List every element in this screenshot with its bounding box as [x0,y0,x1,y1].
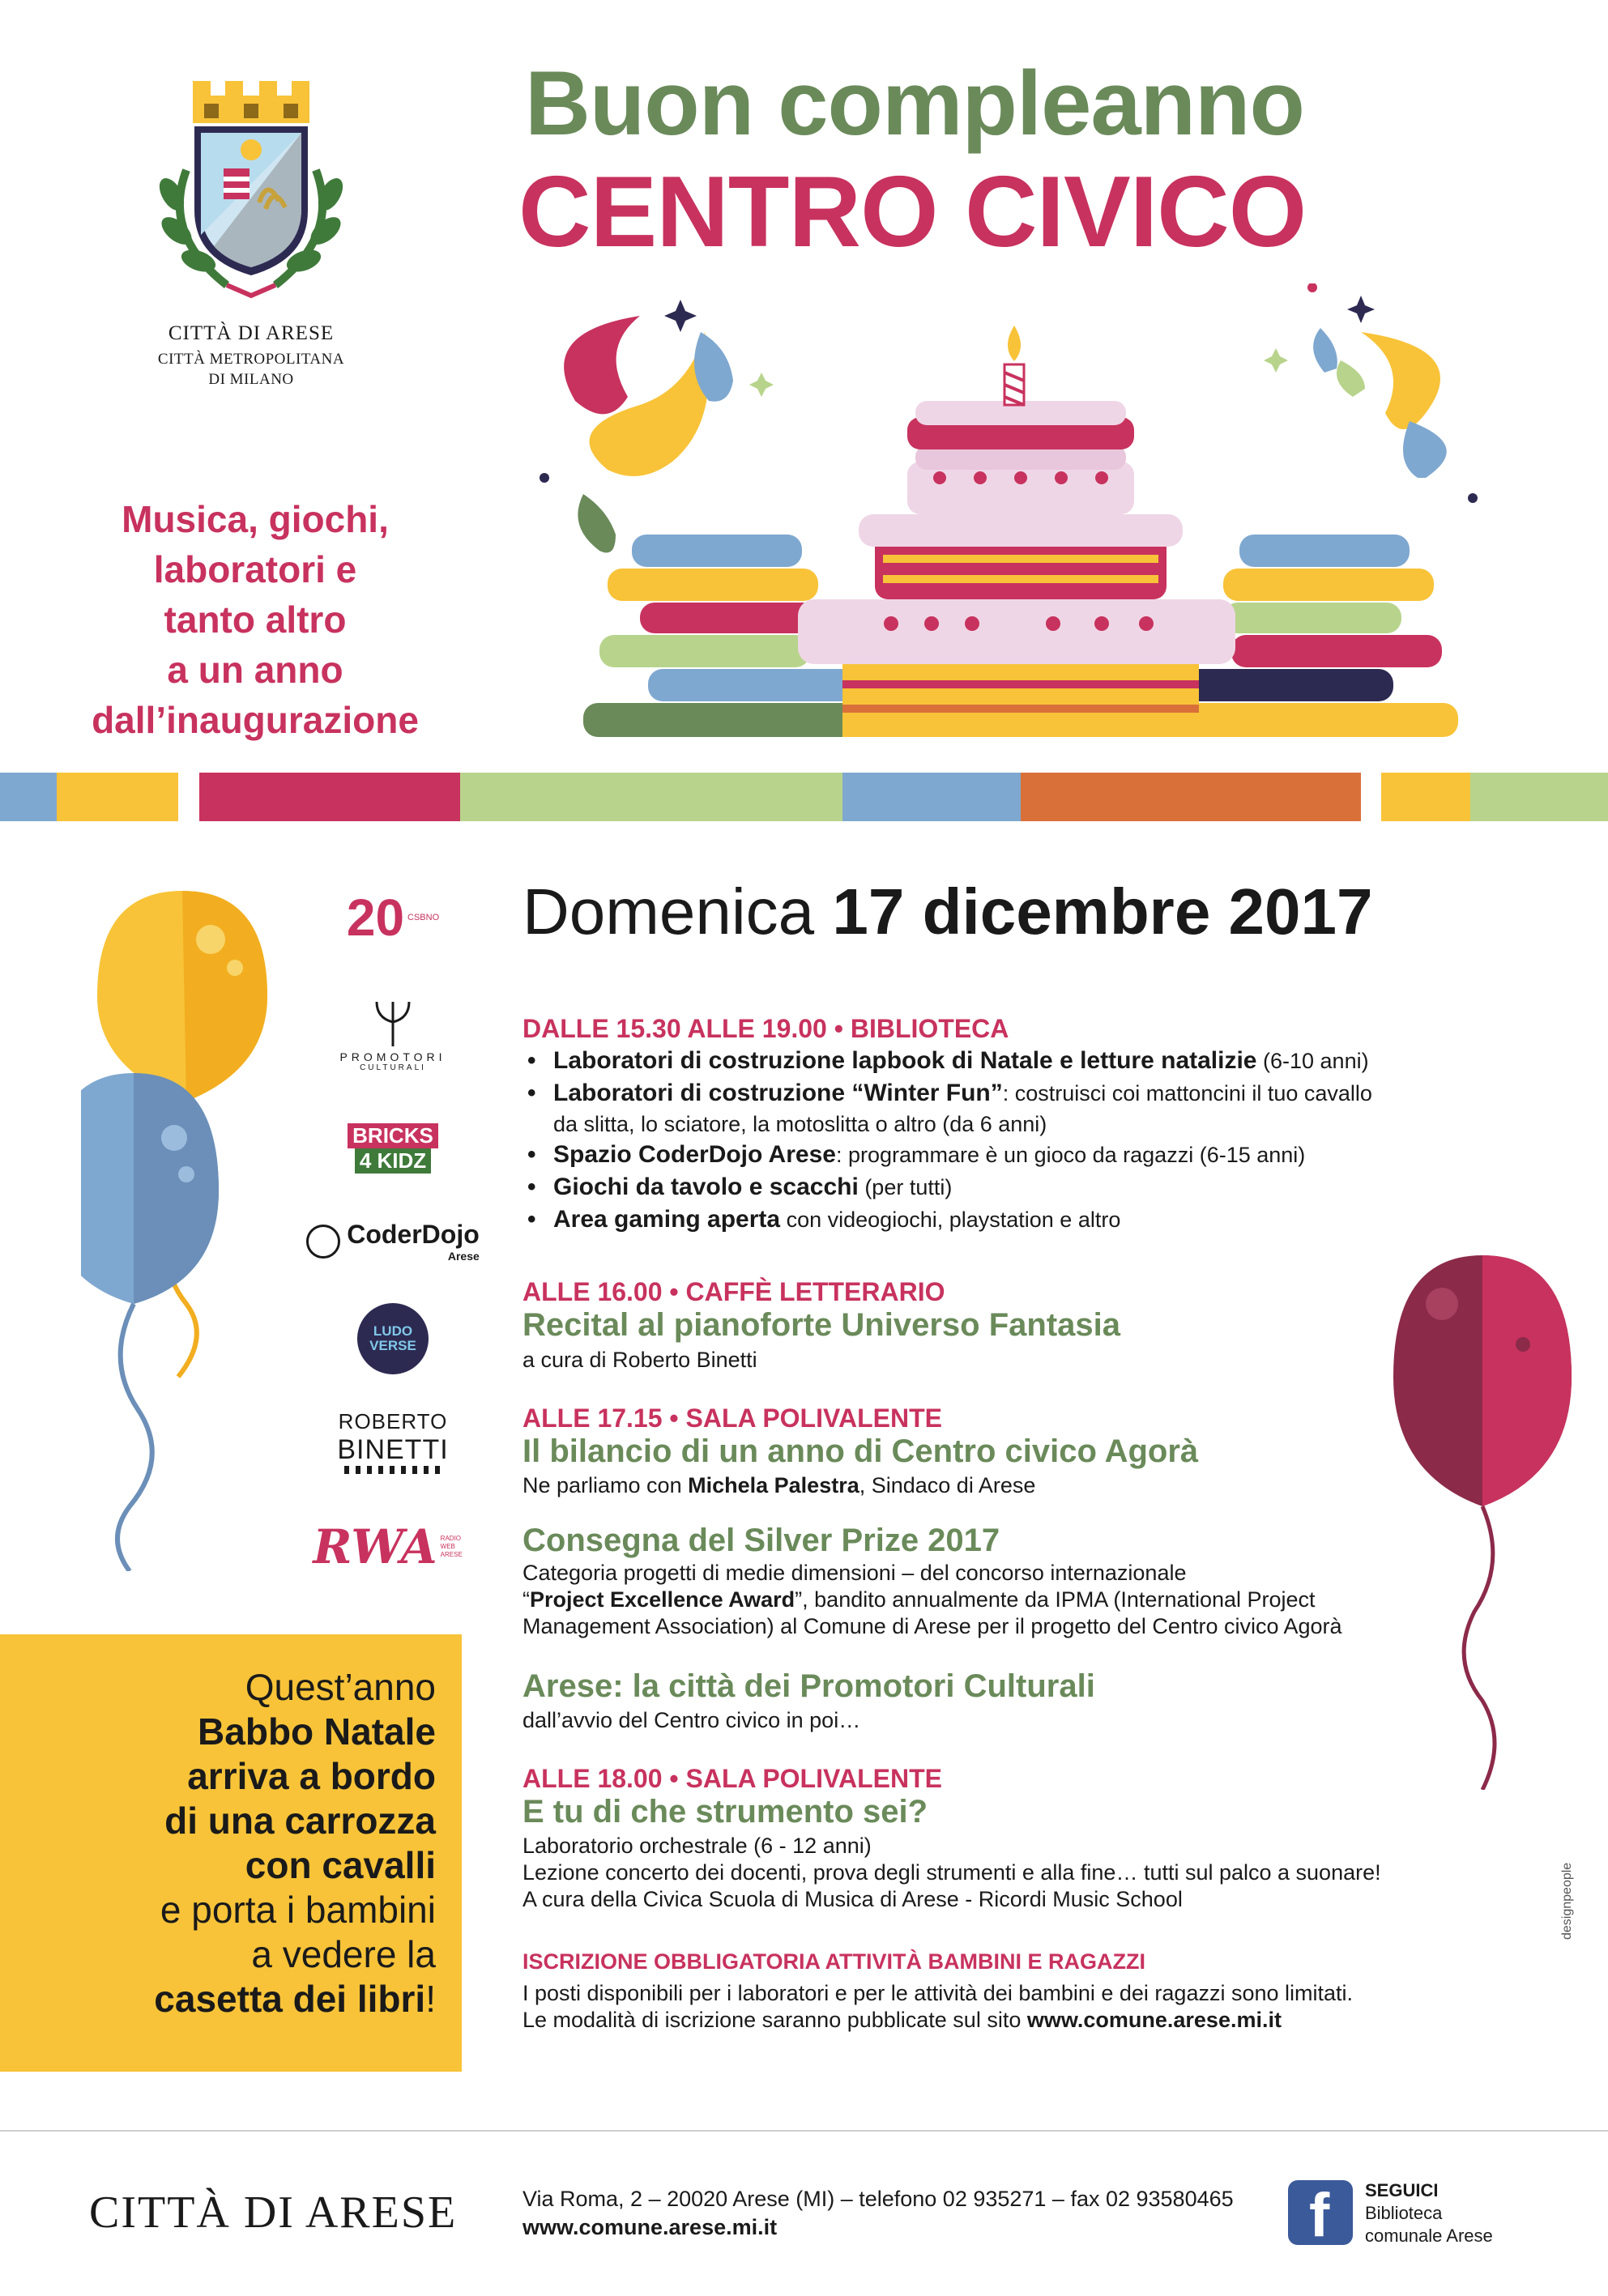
book-shape [640,603,818,633]
title-line1: Buon compleanno [525,53,1304,154]
section-text: Laboratorio orchestrale (6 - 12 anni) [522,1834,872,1858]
book-shape [1239,535,1410,567]
santa-line: casetta dei libri! [154,1978,436,2020]
balloon-yellow-shade [182,891,267,1101]
section-title-recital: Recital al pianoforte Universo Fantasia [522,1307,1120,1343]
cake-berry [974,471,987,484]
santa-line: con cavalli [245,1844,436,1886]
section-title-promotori: Arese: la città dei Promotori Culturali [522,1668,1095,1704]
sparkle-dot [1307,283,1317,292]
footer-divider [0,2130,1608,2132]
cake-layer [883,575,1158,583]
event-date: Domenica 17 dicembre 2017 [522,875,1373,948]
subtitle-line: tanto altro [164,598,347,641]
city-name: CITTÀ DI ARESE [168,322,335,344]
sparkle-shape [664,300,697,332]
title-line2: CENTRO CIVICO [518,156,1307,268]
cake-berry [965,616,979,631]
cake-berry [1095,471,1108,484]
list-item: • Spazio CoderDojo Arese: programmare è un gioco da ragazzi (6-15 anni) [522,1139,1495,1171]
cake-layer [842,680,1199,688]
splash-shape [564,316,640,414]
list-item: • Area gaming aperta con videogiochi, playstation e altro [522,1203,1495,1236]
balloon-shine [1516,1337,1530,1352]
santa-line: Babbo Natale [198,1710,436,1753]
sparkle-shape [749,373,774,397]
cake-berry [1139,616,1154,631]
santa-line: Quest’anno [245,1666,436,1708]
promotori-tree-icon [332,978,454,1050]
book-shape [1175,703,1458,737]
sparkle-dot [1468,493,1478,503]
section-text: A cura della Civica Scuola di Musica di Arese - Ricordi Music School [522,1887,1183,1911]
book-shape [1183,669,1393,701]
section-text: a cura di Roberto Binetti [522,1348,757,1372]
balloon-shine [178,1166,194,1182]
santa-line: arriva a bordo [187,1755,436,1797]
section-head-biblioteca: DALLE 15.30 ALLE 19.00 • BIBLIOTECA [522,1014,1009,1043]
section-text: Ne parliamo con Michela Palestra, Sindaco di Arese [522,1473,1036,1497]
footer-address: Via Roma, 2 – 20020 Arese (MI) – telefono 02 935271 – fax 02 93580465 [522,2187,1234,2211]
cake-berry [1046,616,1060,631]
cake-berry [1094,616,1109,631]
book-shape [1223,603,1401,633]
list-item: • Giochi da tavolo e scacchi (per tutti) [522,1171,1495,1203]
section-head-caffe: ALLE 16.00 • CAFFÈ LETTERARIO [522,1277,945,1306]
partner-logos [300,879,486,1591]
balloon-right [1385,1247,1580,1790]
subtitle-line: dall’inaugurazione [92,699,419,741]
logo-promotori-culturali: PROMOTORI CULTURALI [300,972,486,1077]
facebook-page-name: Biblioteca [1365,2203,1443,2223]
santa-line: a vedere la [251,1933,436,1975]
splash-shape [1361,332,1440,429]
facebook-page-name2: comunale Arese [1365,2226,1493,2246]
book-shape [608,569,818,601]
follow-label: SEGUICI [1365,2180,1439,2200]
cake-berry [924,616,939,631]
logo-coderdojo: CoderDojo Arese [300,1207,486,1276]
section-text: Categoria progetti di medie dimensioni – del concorso internazionale [522,1561,1187,1585]
subtitle-line: a un anno [167,649,343,691]
sparkle-dot [540,473,549,483]
book-shape [599,635,810,667]
candle-flame [1008,326,1021,361]
list-item: • Laboratori di costruzione “Winter Fun”: costruisci coi mattoncini il tuo cavallo da slitta, lo sciatore, la motoslitta o altro (da 6 anni) [522,1077,1495,1139]
section-text: “Project Excellence Award”, bandito annualmente da IPMA (International Project [522,1587,1316,1612]
splash-shape [1313,328,1337,373]
section-title-silver-prize: Consegna del Silver Prize 2017 [522,1523,1000,1558]
registration-text: Le modalità di iscrizione saranno pubblicate sul sito www.comune.arese.mi.it [522,2008,1282,2032]
book-shape [1231,635,1442,667]
splash-shape [1403,421,1447,478]
city-metro-line: CITTÀ METROPOLITANA [157,351,345,368]
registration-text: I posti disponibili per i laboratori e per le attività dei bambini e dei ragazzi sono limitati. [522,1981,1354,2005]
cake-layer [842,664,1199,737]
cake-layer [883,555,1158,563]
website-link[interactable]: www.comune.arese.mi.it [1026,2008,1282,2032]
balloon-shine [161,1125,187,1151]
logo-roberto-binetti: ROBERTO BINETTI [300,1401,486,1482]
santa-line: di una carrozza [164,1800,436,1842]
list-item: • Laboratori di costruzione lapbook di Natale e letture natalizie (6-10 anni) [522,1045,1495,1077]
logo-ludoverse: LUDO VERSE [300,1300,486,1377]
santa-line: e porta i bambini [160,1889,436,1931]
balloon-string [1464,1506,1495,1790]
coderdojo-icon [306,1225,340,1259]
subtitle [65,494,446,745]
book-shape [632,535,802,567]
cake-tier [859,514,1183,547]
cake-berry [933,471,946,484]
registration-head: ISCRIZIONE OBBLIGATORIA ATTIVITÀ BAMBINI E RAGAZZI [522,1949,1145,1974]
subtitle-line: laboratori e [153,548,357,590]
activity-list [522,1045,1495,1236]
section-title-strumento: E tu di che strumento sei? [522,1794,928,1830]
splash-shape [578,494,616,553]
subtitle-line: Musica, giochi, [122,498,389,540]
section-text: dall’avvio del Centro civico in poi… [522,1708,861,1732]
sparkle-shape [1264,348,1288,373]
footer-city-name: CITTÀ DI ARESE [89,2187,458,2238]
cake-berry [884,616,898,631]
cake-tier [798,599,1235,664]
section-text: Lezione concerto dei docenti, prova degli strumenti e alla fine… tutti sul palco a suonare! [522,1860,1381,1885]
logo-radio-web-arese: RWA RADIO WEB ARESE [313,1519,463,1574]
balloon-shine [227,960,243,976]
piano-keys-icon [344,1466,441,1474]
cake-illustration [486,283,1555,737]
city-metro-line2: DI MILANO [208,371,294,388]
cake-berry [1055,471,1068,484]
sparkle-shape [1347,296,1375,323]
splash-shape [1337,360,1365,397]
facebook-icon[interactable]: f [1288,2180,1353,2245]
book-shape [648,669,859,701]
balloon-shine [1426,1288,1458,1320]
balloon-red-shade [1482,1255,1572,1506]
book-shape [583,703,867,737]
cake-berry [1014,471,1027,484]
designer-credit: designpeople [1560,1862,1574,1940]
balloon-blue-shade [134,1073,219,1304]
balloon-shine [196,925,225,954]
logo-bricks4kidz: BRICKS 4 KIDZ [300,1110,486,1186]
city-crest-icon [130,73,373,316]
footer-url-link[interactable]: www.comune.arese.mi.it [522,2215,778,2239]
section-head-sala-1800: ALLE 18.00 • SALA POLIVALENTE [522,1764,942,1793]
section-text: Management Association) al Comune di Arese per il progetto del Centro civico Agorà [522,1614,1342,1638]
color-band [0,773,1608,821]
section-head-sala-1715: ALLE 17.15 • SALA POLIVALENTE [522,1404,942,1433]
cake-layer [842,705,1199,713]
logo-csbno: 20 CSBNO [346,888,440,947]
balloon-string [117,1304,152,1571]
section-title-bilancio: Il bilancio di un anno di Centro civico Agorà [522,1433,1199,1469]
book-shape [1223,569,1434,601]
santa-box [0,1634,462,2072]
